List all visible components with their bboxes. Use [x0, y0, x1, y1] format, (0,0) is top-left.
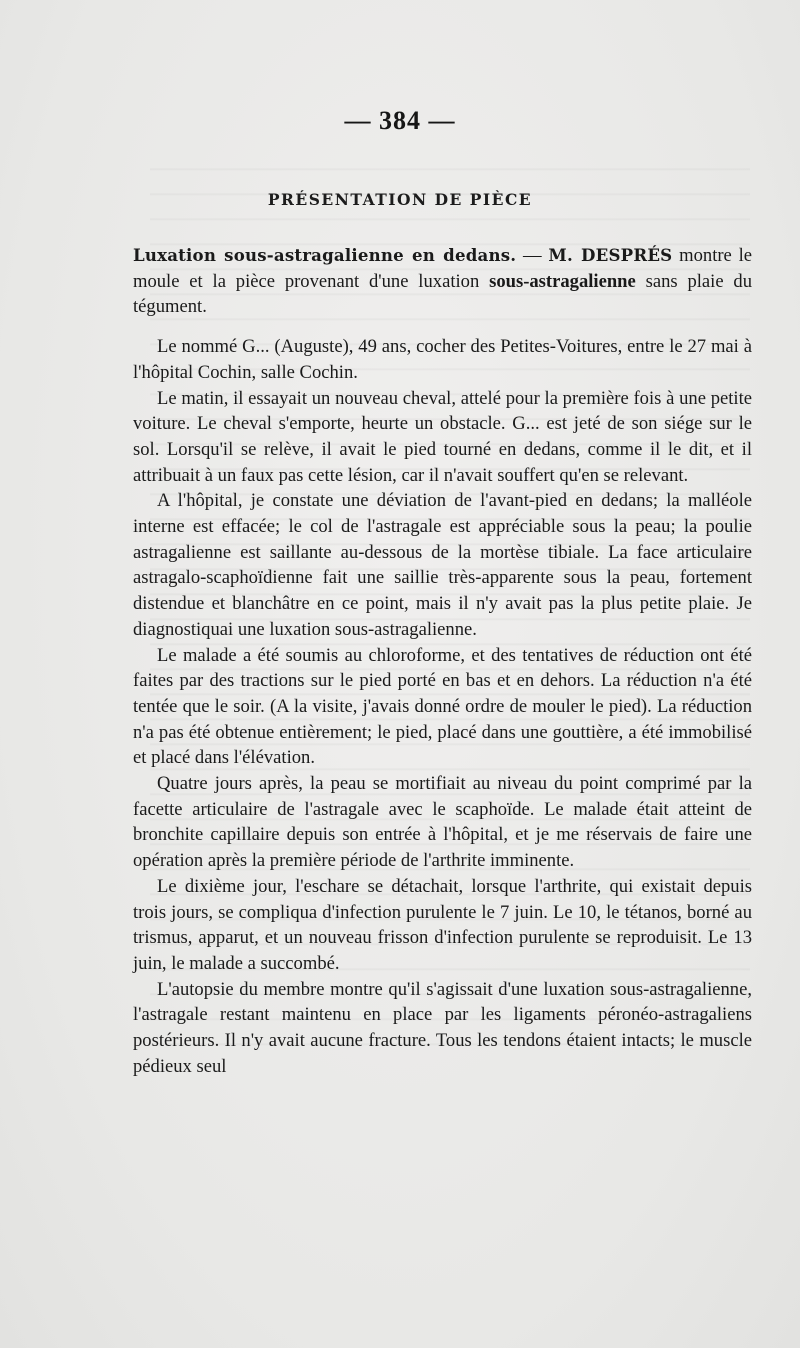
paragraph-autopsy: L'autopsie du membre montre qu'il s'agissait d'une luxation sous-astragalienne, l'astragale restant maintenu en place par les ligaments péronéo-astragaliens postérieurs. Il n'y avait aucune fracture. Tous les tendons étaient intacts; le muscle pédieux seul: [133, 978, 752, 1077]
heading-text-a: montre le moule et la pièce provenant d'une luxation: [133, 245, 752, 292]
paragraph-treatment: Le malade a été soumis au chloroforme, et des tentatives de réduction ont été faites par des tractions sur le pied porté en bas et en dehors. La réduction n'a été tentée que le soir. (A la visite, j'avais donné ordre de mouler le pied). La réduction n'a pas été obtenue entièrement; le pied, placé dans une gouttière, a été immobilisé et placé dans l'élévation.: [133, 644, 752, 769]
heading-paragraph: [133, 243, 752, 320]
heading-bold-term: sous-astragalienne: [489, 270, 636, 292]
heading-dash: —: [516, 245, 549, 266]
paragraph-patient: Le nommé G... (Auguste), 49 ans, cocher des Petites-Voitures, entre le 27 mai à l'hôpital Cochin, salle Cochin.: [133, 336, 752, 383]
article-title: Luxation sous-astragalienne en dedans.: [133, 245, 517, 265]
heading-text-b: sans plaie du tégument.: [133, 270, 752, 318]
page-number: — 384 —: [344, 106, 456, 135]
section-title: PRÉSENTATION DE PIÈCE: [267, 190, 533, 209]
paragraph-tenth-day: Le dixième jour, l'eschare se détachait, lorsque l'arthrite, qui existait depuis trois jours, se compliqua d'infection purulente le 7 juin. Le 10, le tétanos, borné au trismus, apparut, et un nouveau frisson d'infection purulente se reproduisit. Le 13 juin, le malade a succombé.: [133, 875, 752, 974]
author-name: M. DESPRÉS: [548, 245, 673, 265]
body-text: [133, 243, 752, 1080]
paragraph-four-days: Quatre jours après, la peau se mortifiait au niveau du point comprimé par la facette articulaire de l'astragale avec le scaphoïde. Le malade était atteint de bronchite capillaire depuis son entrée à l'hôpital, et je me réservais de faire une opération après la première période de l'arthrite imminente.: [133, 773, 752, 872]
paragraph-accident: Le matin, il essayait un nouveau cheval, attelé pour la première fois à une petite voiture. Le cheval s'emporte, heurte un obstacle. G... est jeté de son siége sur le sol. Lorsqu'il se relève, il avait le pied tourné en dedans, comme il le dit, et il attribuait à un faux pas cette lésion, car il n'avait souffert qu'en se relevant.: [133, 387, 752, 486]
paragraph-diagnosis: A l'hôpital, je constate une déviation de l'avant-pied en dedans; la malléole interne est effacée; le col de l'astragale est appréciable sous la peau; la poulie astragalienne est saillante au-dessous de la mortèse tibiale. La face articulaire astragalo-scaphoïdienne fait une saillie très-apparente sous la peau, fortement distendue et blanchâtre en ce point, mais il n'y avait pas la plus petite plaie. Je diagnostiquai une luxation sous-astragalienne.: [133, 490, 752, 640]
